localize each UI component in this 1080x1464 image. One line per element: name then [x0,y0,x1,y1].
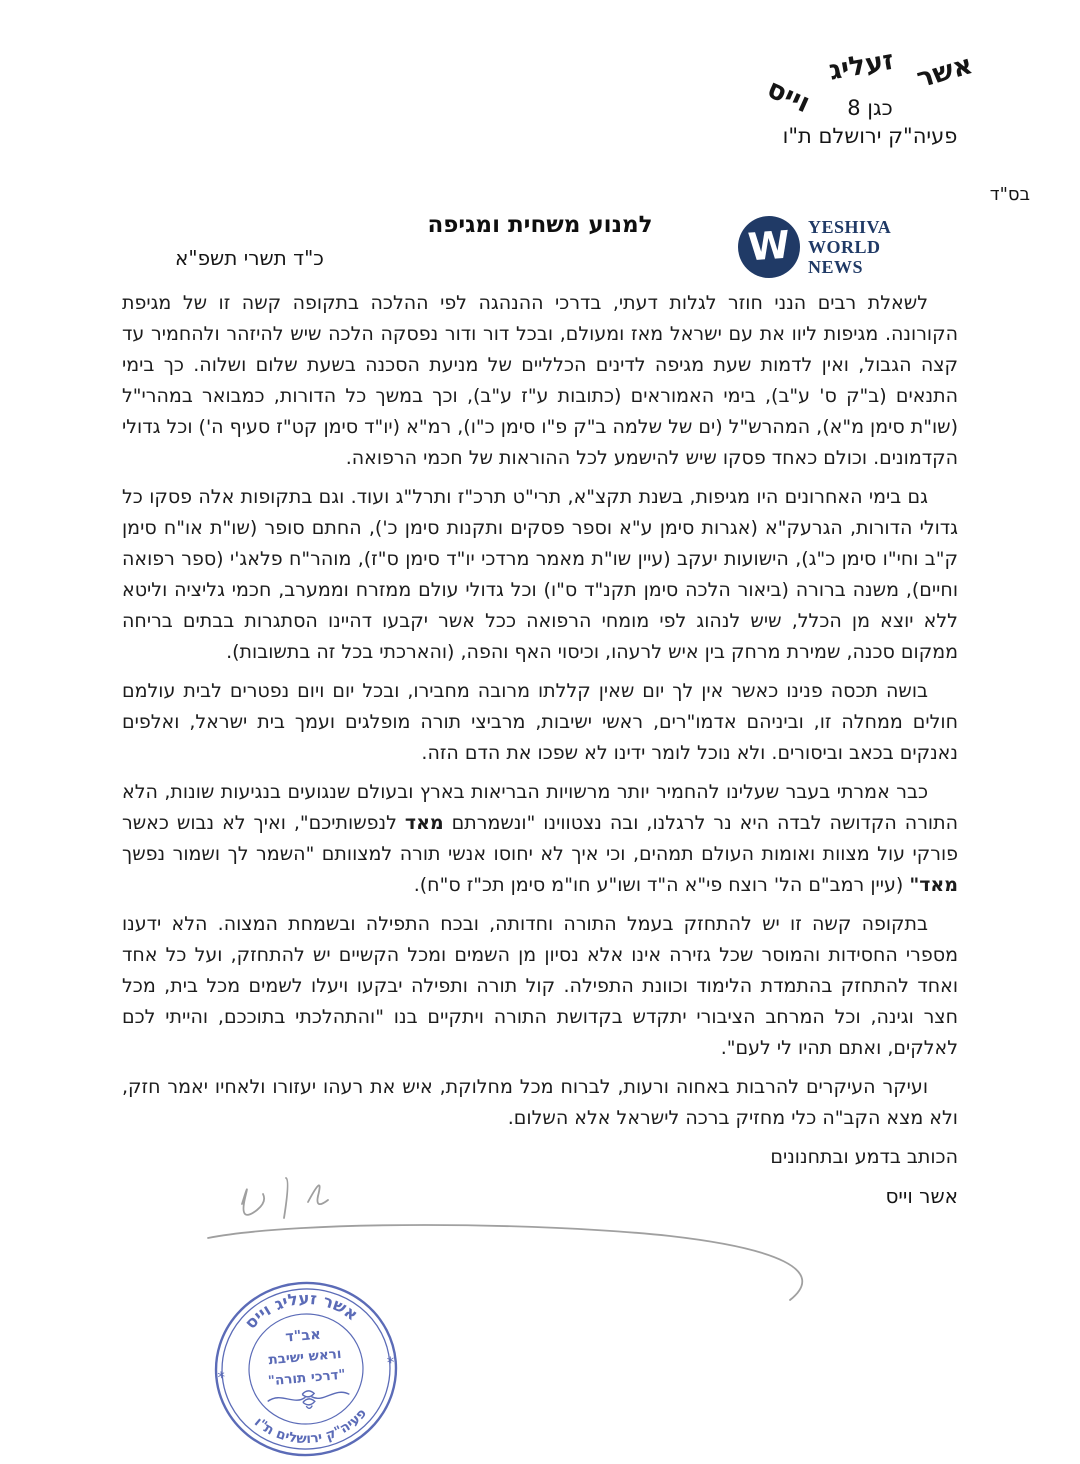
stamp-line2: וראש ישיבת [267,1345,343,1369]
paragraph: בתקופה קשה זו יש להתחזק בעמל התורה וחדותה, ובכח התפילה ובשמחת המצוה. הלא ידענו מספרי החסידות והמוסר שכל גזירה אינו אלא נסיון מן השמים ומכל הקשיים יש להתחזק, ועל כל אחד ואחד להתחזק בהתמדת הלימוד וכוונת התפילה. קול תורה ותפילה יבקעו ויעלו לשמים מכל בית, מכל חצר וגינה, וכל המרחב הציבורי יתקדש בקדושת התורה ויתקיים בנו "והתהלכתי בתוככם, והייתי לכם לאלקים, ואתם תהיו לי לעם". [122,913,958,1059]
letter-date: כ"ד תשרי תשפ"א [175,246,324,270]
ywn-logo [738,216,891,278]
closing-line: הכותב בדמע ובתחנונים [770,1146,958,1168]
stamp-line3: "דרכי תורה" [267,1366,347,1390]
paragraph: כבר אמרתי בעבר שעלינו להחמיר יותר מרשויות הבריאות בארץ ובעולם שנגועים בנגיעות שונות, הלא התורה הקדושה לבדה היא נר לרגלנו, ובה נצטווינו "ונשמרתם מאד לנפשותיכם", ואיך לא נבוש כאשר פורקי עול מצוות ואומות העולם תמהים, וכי איך לא יחוסו אנשי תורה למצוותם "השמר לך ושמור נפשך מאד" (עיין רמב"ם הל' רוצח פי"א ה"ד ושו"ע חו"מ סימן תכ"ז ס"ח). [122,781,958,896]
ywn-logo-line3: NEWS [808,257,864,277]
letterhead-name-word-3: וייס [762,73,815,120]
letterhead-name-word-2: זעליג [826,44,897,87]
stamp-arc-top-text: אשר זעליג וייס [240,1288,362,1333]
ywn-logo-line1: YESHIVA [808,217,892,237]
paragraph: לשאלת רבים הנני חוזר לגלות דעתי, בדרכי ההנהגה לפי ההלכה בתקופה קשה זו של מגיפת הקורונה. מגיפות ליוו את עם ישראל מאז ומעולם, ובכל דור ודור נפסקה הלכה שיש להיזהר ולהחמיר עד קצה הגבול, ואין לדמות שעת מגיפה לדינים הכלליים של מניעת הסכנה בשעת שלום ושלוה. כך בימי התנאים (ב"ק ס' ע"ב), בימי האמוראים (כתובות ע"ז ע"ב), וכך במשך כל הדורות, כמבואר במהרי"ל (שו"ת סימן מ"א), המהרש"ל (ים של שלמה ב"ק פ"ו סימן כ"ו), רמ"א (יו"ד סימן קט"ז סעיף ה') וכל גדולי הקדמונים. וכולם כאחד פסקו שיש להישמע לכל ההוראות של חכמי הרפואה. [122,292,958,469]
letterhead-name-word-1: אשר [913,49,977,95]
stamp-separator-left: * [216,1368,226,1387]
ywn-logo-circle-icon [738,216,800,278]
letterhead-city: פעיה"ק ירושלם ת"ו [782,124,958,148]
rabbinic-stamp [203,1276,409,1462]
letter-title: למנוע משחית ומגיפה [427,212,653,238]
signatory-name: אשר וייס [885,1184,958,1208]
stamp-ornament [267,1387,350,1412]
ywn-logo-wordmark [808,217,891,277]
letterhead-address: כגן 8 [847,96,893,120]
ywn-w-monogram-icon: W [746,222,792,270]
stamp-arc-bottom-text: פעיה"ק ירושלים ת"ו [251,1405,371,1448]
paragraph: גם בימי האחרונים היו מגיפות, בשנת תקצ"א, תרי"ט תרכ"ז ותרל"ג ועוד. וגם בתקופות אלה פסקו כל גדולי הדורות, הגרעק"א (אגרות סימן ע"א וספר פסקים ותקנות סימן כ'), החתם סופר (שו"ת או"ח סימן ק"ב וחי"ו סימן כ"ג), הישועות יעקב (עיין שו"ת מאמר מרדכי יו"ד סימן ס"ז), מוהר"ח פלאג'י (ספר רפואה וחיים), משנה ברורה (ביאור הלכה סימן תקנ"ד ס"ו) וכל גדולי עולם ממזרח וממערב, חכמי גליציה וליטא ללא יוצא מן הכלל, שיש לנהוג לפי מומחי הרפואה ככל אשר יקבעו דהיינו הסתגרות בבתים בריחה ממקום סכנה, שמירת מרחק בין איש לרעהו, וכיסוי האף והפה, (והארכתי בכל זה בתשובות). [122,486,958,663]
ywn-logo-line2: WORLD [808,237,881,257]
bsd-heading: בס"ד [989,184,1030,205]
paragraph: ועיקר העיקרים להרבות באחוה ורעות, לברוח מכל מחלוקת, איש את רעהו יעזורו ולאחיו יאמר חזק, ולא מצא הקב"ה כלי מחזיק ברכה לישראל אלא השלום. [122,1076,958,1129]
paragraph: בושה תכסה פנינו כאשר אין לך יום שאין קללתו מרובה מחבירו, ובכל יום ויום נפטרים לבית עולמם חולים ממחלה זו, וביניהם אדמו"רים, ראשי ישיבות, מרביצי תורה מופלגים ועמך בית ישראל, ואלפים נאנקים בכאב וביסורים. ולא נוכל לומר ידינו לא שפכו את הדם הזה. [122,680,958,764]
stamp-separator-right: * [386,1353,396,1372]
letter-body [122,288,958,1142]
stamp-line1: אב"ד [284,1326,322,1346]
